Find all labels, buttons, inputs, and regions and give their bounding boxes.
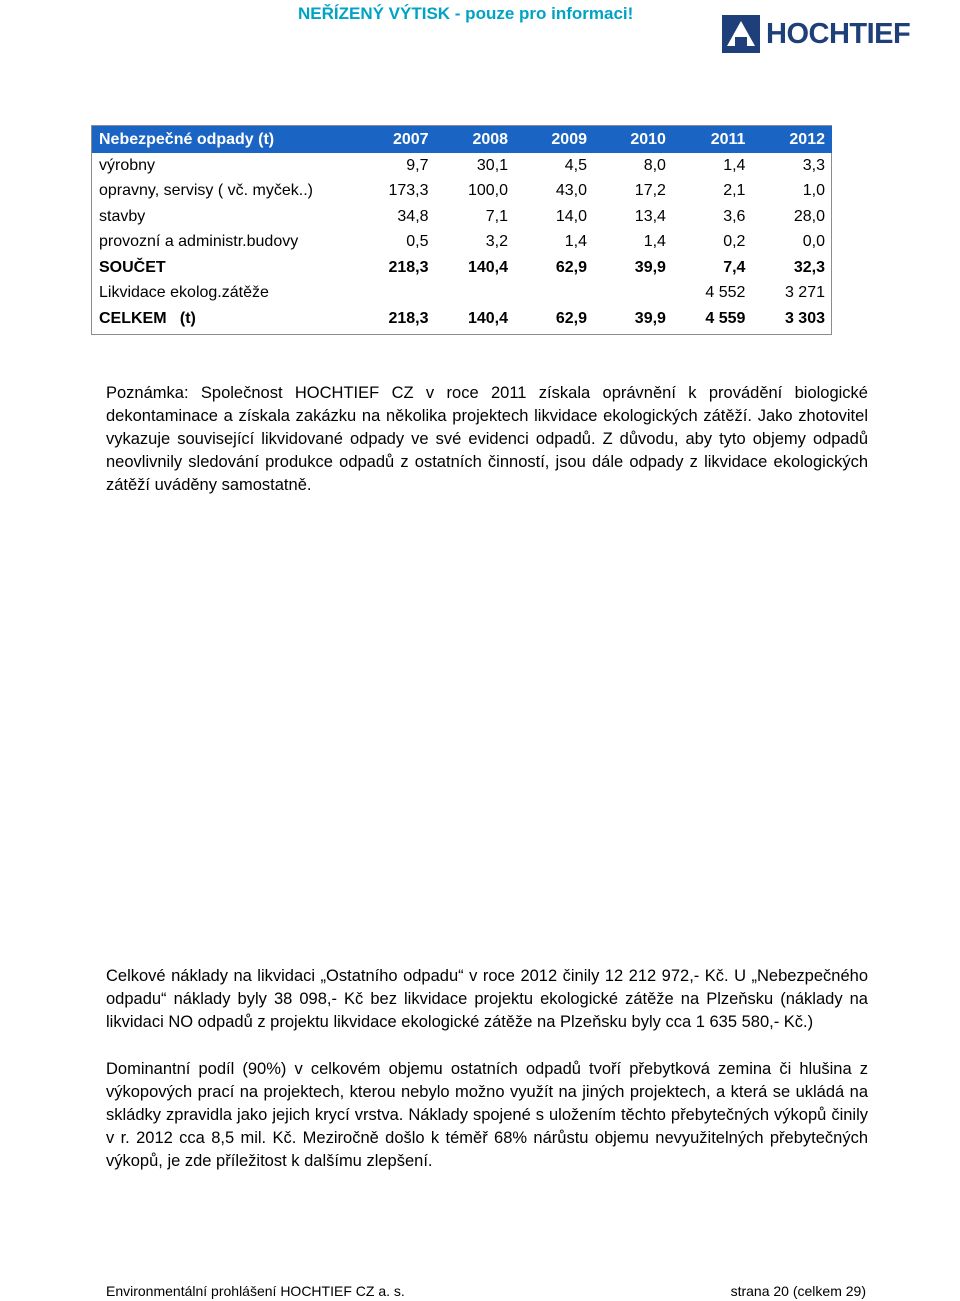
row-label: opravny, servisy ( vč. myček..) [99, 182, 313, 200]
year-header: 2009 [515, 126, 594, 153]
cell-value: 8,0 [643, 156, 666, 174]
dominant-share-paragraph: Dominantní podíl (90%) v celkovém objemu ostatních odpadů tvoří přebytková zemina či hlušina z výkopových prací na projektech, kterou nebylo možno využít na jiných projektech, a která se ukládá na skládky zpravidla jako jejich krycí vrstva. Náklady spojené s uložením těchto přebytečných výkopů činily v r. 2012 cca 8,5 mil. Kč. Meziročně došlo k téměř 68% nárůstu objemu nevyužitelných přebytečných výkopů, je zde příležitost k dalšímu zlepšení. [106, 1060, 868, 1170]
costs-paragraph: Celkové náklady na likvidaci „Ostatního odpadu“ v roce 2012 činily 12 212 972,- Kč. U „Nebezpečného odpadu“ náklady byly 38 098,- Kč bez likvidace projektu ekologické zátěže na Plzeňsku (náklady na likvidaci NO odpadů z projektu likvidace ekologické zátěže na Plzeňsku byly cca 1 635 580,- Kč.) [106, 967, 868, 1031]
cell-value: 4,5 [564, 156, 587, 174]
footer-page-number: strana 20 (celkem 29) [730, 1283, 866, 1299]
cell-value: 32,3 [793, 258, 825, 276]
cell-value: 0,2 [723, 233, 746, 251]
cell-value: 13,4 [634, 207, 666, 225]
cell-value: 173,3 [388, 182, 429, 200]
year-header: 2012 [752, 126, 832, 153]
hazardous-waste-table [92, 126, 832, 332]
hochtief-logo [722, 14, 910, 54]
table-title: Nebezpečné odpady (t) [92, 126, 356, 153]
cell-value [436, 281, 516, 307]
cell-value: 39,9 [634, 258, 666, 276]
year-header: 2011 [673, 126, 753, 153]
table-row-grand-total [92, 306, 832, 332]
cell-value: 4 559 [705, 309, 746, 327]
cell-value: 9,7 [406, 156, 429, 174]
table-row [92, 179, 832, 205]
year-header: 2008 [436, 126, 516, 153]
row-label: Likvidace ekolog.zátěže [99, 284, 269, 302]
cell-value: 1,4 [723, 156, 746, 174]
cell-value: 0,0 [802, 233, 825, 251]
cell-value: 2,1 [723, 182, 746, 200]
note-paragraph: Poznámka: Společnost HOCHTIEF CZ v roce 2011 získala oprávnění k provádění biologické dekontaminace a získala zakázku na několika projektech likvidace ekologických zátěží. Jako zhotovitel vykazuje související likvidované odpady ve své evidenci odpadů. Z důvodu, aby tyto objemy odpadů neovlivnily sledování produkce odpadů z ostatních činností, jsou dále odpady z likvidace ekologických zátěží uváděny samostatně. [106, 384, 868, 494]
cell-value: 30,1 [476, 156, 509, 174]
cell-value: 3 303 [784, 309, 825, 327]
cell-value: 39,9 [634, 309, 666, 327]
cell-value: 34,8 [397, 207, 429, 225]
cell-value: 3,3 [802, 156, 825, 174]
table-header-row [92, 126, 832, 153]
cell-value: 43,0 [555, 182, 587, 200]
row-label: SOUČET [99, 258, 166, 276]
cell-value: 140,4 [467, 258, 509, 276]
cell-value: 3 271 [784, 284, 825, 302]
cell-value: 1,4 [643, 233, 666, 251]
cell-value: 62,9 [555, 309, 587, 327]
cell-value: 62,9 [555, 258, 587, 276]
year-header: 2010 [594, 126, 673, 153]
cell-value: 4 552 [705, 284, 746, 302]
cell-value [515, 281, 594, 307]
logo-text: HOCHTIEF [766, 18, 911, 50]
cell-value: 218,3 [388, 309, 429, 327]
table-row-total [92, 255, 832, 281]
table-row [92, 153, 832, 179]
footer-document-title: Environmentální prohlášení HOCHTIEF CZ a. s. [106, 1283, 405, 1299]
cell-value: 14,0 [555, 207, 587, 225]
cell-value: 3,6 [723, 207, 746, 225]
row-label: provozní a administr.budovy [99, 233, 299, 251]
cell-value: 17,2 [634, 182, 666, 200]
row-label: stavby [99, 207, 146, 225]
table-row [92, 204, 832, 230]
table-row [92, 281, 832, 307]
cell-value [594, 281, 673, 307]
hochtief-logo-icon [722, 15, 760, 53]
table-row [92, 230, 832, 256]
cell-value: 0,5 [406, 233, 429, 251]
cell-value: 3,2 [485, 233, 509, 251]
cell-value: 100,0 [467, 182, 509, 200]
cell-value: 7,4 [723, 258, 746, 276]
cell-value: 218,3 [388, 258, 429, 276]
uncontrolled-copy-notice: NEŘÍZENÝ VÝTISK - pouze pro informaci! [298, 4, 634, 23]
cell-value: 1,0 [802, 182, 825, 200]
year-header: 2007 [356, 126, 436, 153]
cell-value: 140,4 [467, 309, 509, 327]
cell-value: 1,4 [564, 233, 587, 251]
cell-value: 7,1 [485, 207, 509, 225]
cell-value [356, 281, 436, 307]
cell-value: 28,0 [793, 207, 825, 225]
row-label: CELKEM (t) [99, 309, 196, 327]
row-label: výrobny [99, 156, 156, 174]
